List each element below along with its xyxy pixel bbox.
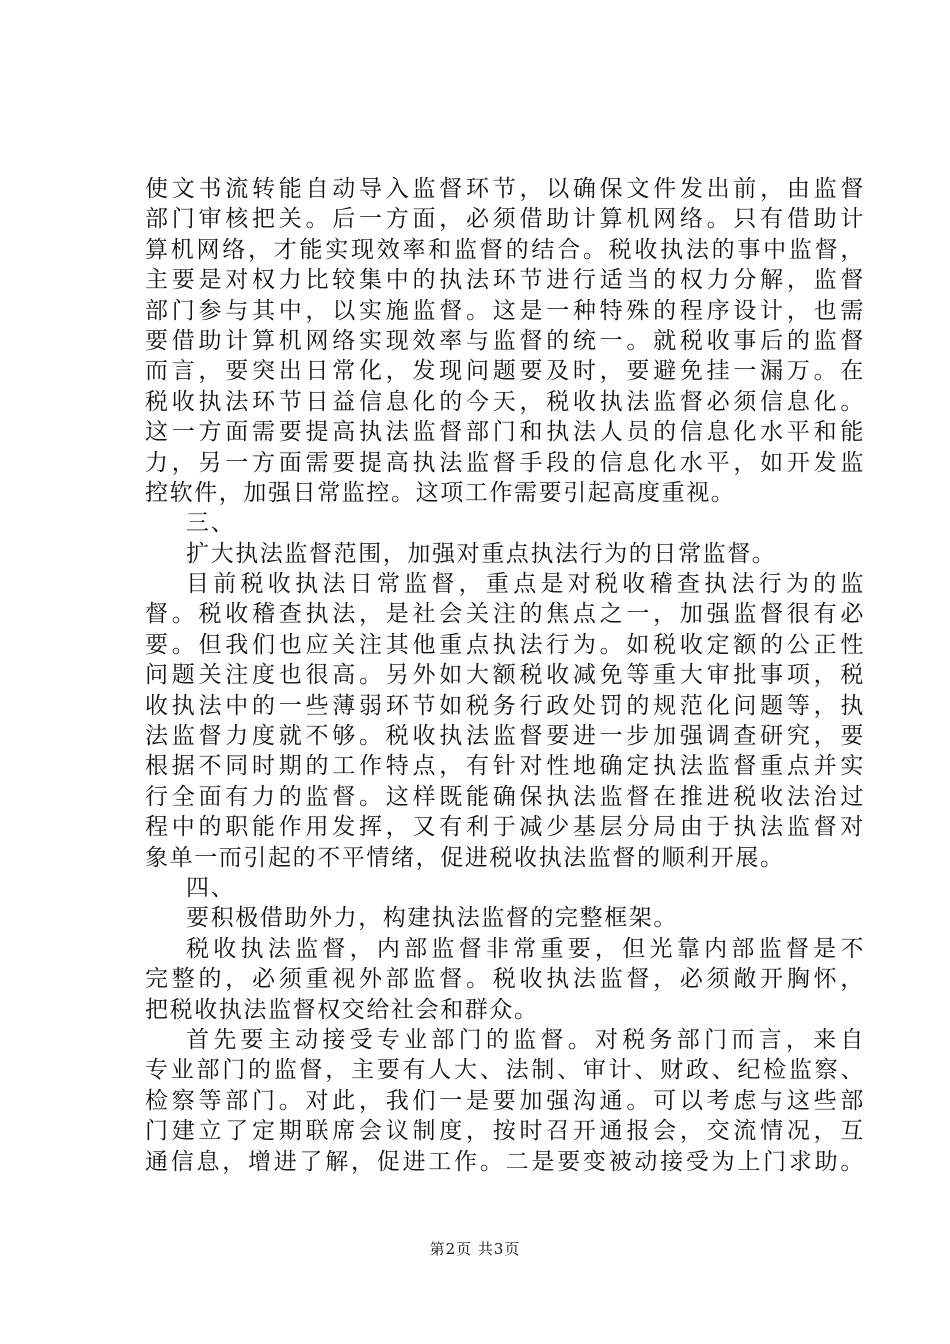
text-line: 控软件，加强日常监控。这项工作需要引起高度重视。 — [145, 479, 736, 506]
text-line: 把税收执法监督权交给社会和群众。 — [145, 996, 539, 1023]
text-line: 问题关注度也很高。另外如大额税收减免等重大审批事项，税 — [145, 662, 865, 689]
text-line: 目前税收执法日常监督，重点是对税收稽查执法行为的监 — [186, 571, 865, 598]
page-footer — [0, 1238, 950, 1259]
text-line: 象单一而引起的不平情绪，促进税收执法监督的顺利开展。 — [145, 844, 785, 871]
text-line: 程中的职能作用发挥，又有利于减少基层分局由于执法监督对 — [145, 814, 865, 841]
text-line: 算机网络，才能实现效率和监督的结合。税收执法的事中监督， — [145, 236, 865, 263]
text-line: 使文书流转能自动导入监督环节，以确保文件发出前，由监督 — [145, 176, 865, 202]
section-number: 三、 — [186, 510, 236, 537]
text-line: 要。但我们也应关注其他重点执法行为。如税收定额的公正性 — [145, 631, 865, 658]
text-line: 专业部门的监督，主要有人大、法制、审计、财政、纪检监察、 — [145, 1057, 865, 1084]
section-heading: 要积极借助外力，构建执法监督的完整框架。 — [186, 905, 678, 932]
section-heading: 扩大执法监督范围，加强对重点执法行为的日常监督。 — [186, 540, 777, 567]
page-number-label: 第2页 共3页 — [429, 1240, 521, 1258]
text-line: 要借助计算机网络实现效率与监督的统一。就税收事后的监督 — [145, 327, 865, 354]
text-line: 检察等部门。对此，我们一是要加强沟通。可以考虑与这些部 — [145, 1087, 865, 1114]
text-line: 通信息，增进了解，促进工作。二是要变被动接受为上门求助。 — [145, 1148, 865, 1175]
text-line: 根据不同时期的工作特点，有针对性地确定执法监督重点并实 — [145, 753, 865, 780]
text-line: 而言，要突出日常化，发现问题要及时，要避免挂一漏万。在 — [145, 358, 865, 385]
text-line: 法监督力度就不够。税收执法监督要进一步加强调查研究，要 — [145, 723, 865, 750]
text-line: 部门审核把关。后一方面，必须借助计算机网络。只有借助计 — [145, 206, 865, 233]
text-line: 力，另一方面需要提高执法监督手段的信息化水平，如开发监 — [145, 449, 865, 476]
text-line: 首先要主动接受专业部门的监督。对税务部门而言，来自 — [186, 1026, 865, 1053]
text-line: 这一方面需要提高执法监督部门和执法人员的信息化水平和能 — [145, 419, 865, 446]
text-line: 门建立了定期联席会议制度，按时召开通报会，交流情况，互 — [145, 1118, 865, 1145]
text-line: 部门参与其中，以实施监督。这是一种特殊的程序设计，也需 — [145, 297, 865, 324]
text-line: 完整的，必须重视外部监督。税收执法监督，必须敞开胸怀， — [145, 966, 865, 993]
body-text — [145, 174, 865, 1177]
section-number: 四、 — [186, 874, 236, 901]
text-line: 督。税收稽查执法，是社会关注的焦点之一，加强监督很有必 — [145, 601, 865, 628]
text-line: 行全面有力的监督。这样既能确保执法监督在推进税收法治过 — [145, 783, 865, 810]
text-line: 税收执法监督，内部监督非常重要，但光靠内部监督是不 — [186, 935, 865, 962]
text-line: 收执法中的一些薄弱环节如税务行政处罚的规范化问题等，执 — [145, 692, 865, 719]
text-line: 税收执法环节日益信息化的今天，税收执法监督必须信息化。 — [145, 388, 865, 415]
text-line: 主要是对权力比较集中的执法环节进行适当的权力分解，监督 — [145, 267, 865, 294]
